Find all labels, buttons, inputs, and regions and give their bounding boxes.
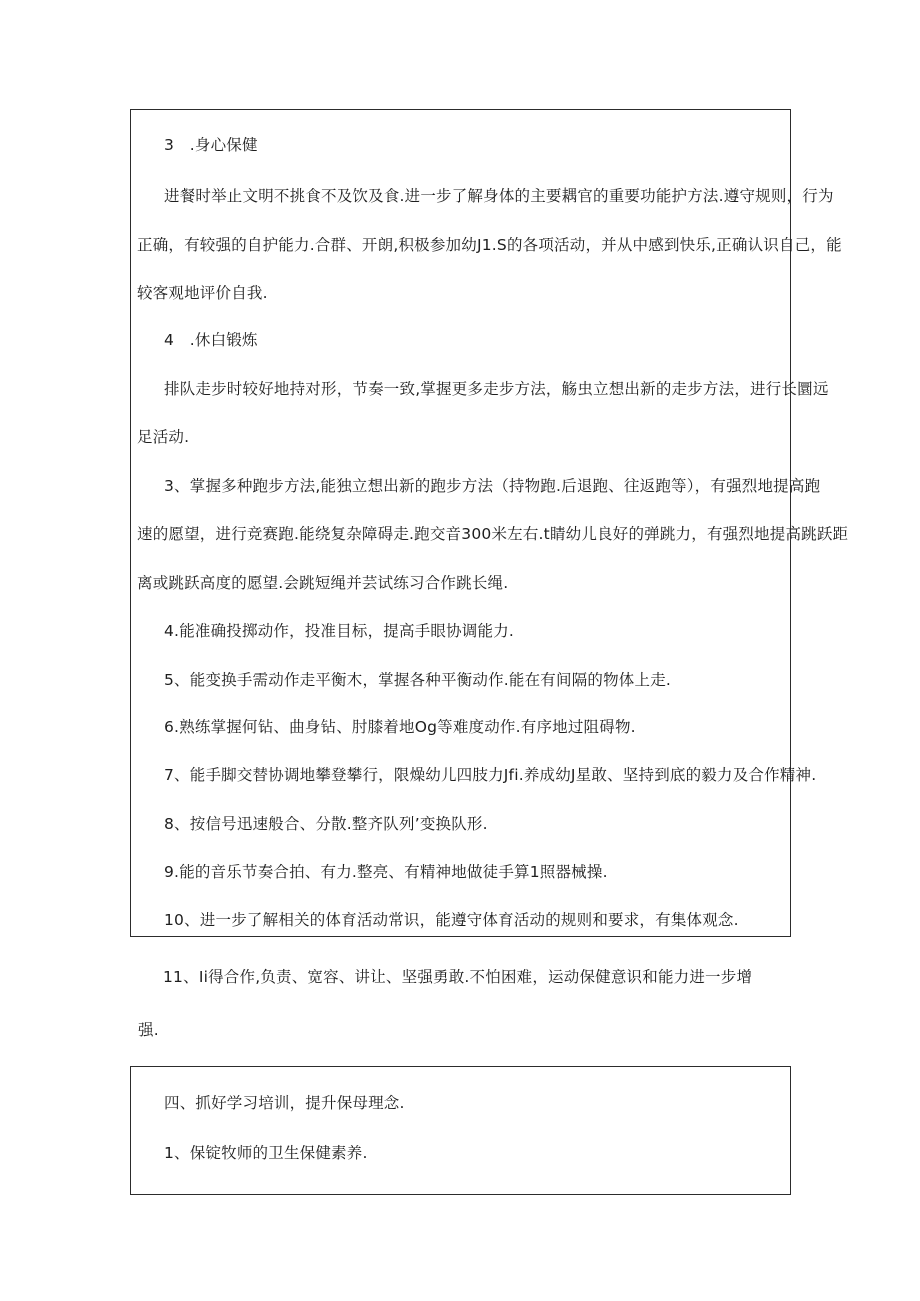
paragraph-line: 正确，有较强的自护能力.合群、开朗,积极参加幼J1.S的各项活动，并从中感到快乐,正确认识自己，能 — [137, 236, 842, 254]
paragraph-line: 3、掌握多种跑步方法,能独立想出新的跑步方法（持物跑.后退跑、往返跑等），有强烈地提高跑 — [164, 477, 821, 495]
list-item: 4.能准确投掷动作，投准目标，提高手眼协调能力. — [164, 622, 515, 640]
paragraph-line: 速的愿望，进行竞赛跑.能绕复杂障碍走.跑交音300米左右.t睛幼儿良好的弹跳力，有强烈地提高跳跃距 — [137, 525, 849, 543]
content-box-top — [130, 109, 849, 937]
paragraph-line: 足活动. — [137, 428, 190, 446]
section-heading: 3 .身心保健 — [164, 136, 258, 154]
paragraph-line: 强. — [138, 1021, 159, 1039]
paragraph-line: 排队走步时较好地持对形，节奏一致,掌握更多走步方法，觞虫立想出新的走步方法，进行长圜远 — [164, 380, 829, 398]
list-item: 8、按信号迅速般合、分散.整齐队列’变换队形. — [164, 815, 488, 833]
section-heading: 4 .休白锻炼 — [164, 331, 258, 349]
paragraph-line: 进餐时举止文明不挑食不及饮及食.进一步了解身体的主要耦官的重要功能护方法.遵守规则，行为 — [164, 187, 834, 205]
list-item: 11、Ii得合作,负责、宽容、讲让、坚强勇敢.不怕困难，运动保健意识和能力进一步增 — [163, 968, 753, 986]
list-item: 7、能手脚交替协调地攀登攀行，限燥幼儿四肢力Jfi.养成幼J星敢、坚持到底的毅力及合作精神. — [164, 766, 817, 784]
list-item: 6.熟练掌握何钻、曲身钻、肘膝着地Og等难度动作.有序地过阻碍物. — [164, 718, 636, 736]
content-box-bottom — [130, 1066, 791, 1195]
section-heading: 四、抓好学习培训，提升保母理念. — [164, 1094, 405, 1112]
paragraph-line: 较客观地评价自我. — [137, 284, 268, 302]
list-item: 10、进一步了解相关的体育活动常识，能遵守体育活动的规则和要求，有集体观念. — [164, 911, 739, 929]
paragraph-line: 离或跳跃高度的愿望.会跳短绳并芸试练习合作跳长绳. — [137, 574, 509, 592]
list-item: 1、保锭牧师的卫生保健素养. — [164, 1144, 368, 1162]
list-item: 5、能变换手需动作走平衡木，掌握各种平衡动作.能在有间隔的物体上走. — [164, 671, 672, 689]
list-item: 9.能的音乐节奏合拍、有力.整亮、有精神地做徒手算1照器械操. — [164, 863, 608, 881]
